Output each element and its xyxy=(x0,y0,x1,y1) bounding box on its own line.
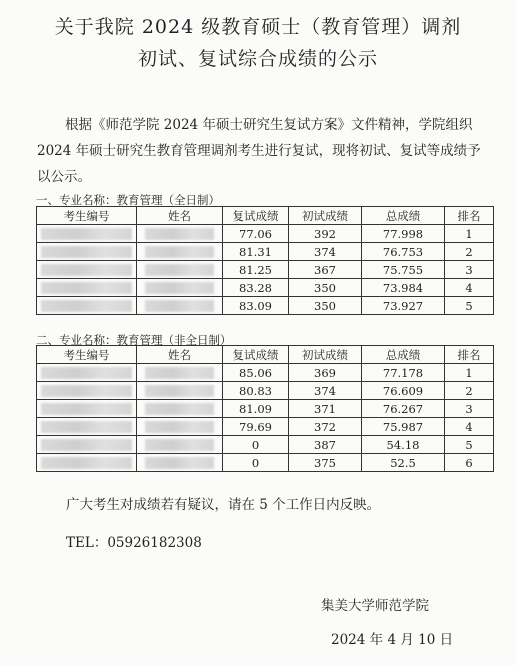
column-header: 总成绩 xyxy=(362,207,445,225)
column-header: 排名 xyxy=(445,346,494,364)
retest-score-cell: 83.09 xyxy=(223,297,289,315)
total-score-cell: 75.755 xyxy=(362,261,445,279)
rank-cell: 5 xyxy=(445,297,494,315)
rank-cell: 5 xyxy=(445,436,494,454)
table-row xyxy=(37,279,494,297)
retest-score-cell: 0 xyxy=(223,436,289,454)
redacted-name xyxy=(137,261,223,279)
section1-heading: 一、专业名称：教育管理（全日制） xyxy=(36,193,220,207)
table-row xyxy=(37,297,494,315)
table-header-row xyxy=(37,207,494,225)
redacted-name xyxy=(137,364,223,382)
initial-score-cell: 371 xyxy=(289,400,362,418)
table-row xyxy=(37,418,494,436)
notice-date: 2024 年 4 月 10 日 xyxy=(331,632,454,648)
redacted-name xyxy=(137,454,223,472)
retest-score-cell: 77.06 xyxy=(223,225,289,243)
retest-score-cell: 80.83 xyxy=(223,382,289,400)
table-row xyxy=(37,454,494,472)
paragraph-text: 根据《师范学院 2024 年硕士研究生复试方案》文件精神，学院组织 2024 年硕士研究生教育管理调剂考生进行复试，现将初试、复试等成绩予以公示。 xyxy=(37,117,481,185)
redacted-name xyxy=(137,297,223,315)
redacted-candidate-id xyxy=(37,382,137,400)
redacted-candidate-id xyxy=(37,243,137,261)
initial-score-cell: 369 xyxy=(289,364,362,382)
rank-cell: 4 xyxy=(445,418,494,436)
redacted-name xyxy=(137,418,223,436)
retest-score-cell: 0 xyxy=(223,454,289,472)
redacted-name xyxy=(137,400,223,418)
table-body xyxy=(37,364,494,472)
redacted-candidate-id xyxy=(37,454,137,472)
column-header: 姓名 xyxy=(137,207,223,225)
column-header: 初试成绩 xyxy=(289,207,362,225)
table-row xyxy=(37,364,494,382)
column-header: 考生编号 xyxy=(37,207,137,225)
notice-title-line2: 初试、复试综合成绩的公示 xyxy=(137,48,378,70)
total-score-cell: 77.998 xyxy=(362,225,445,243)
initial-score-cell: 372 xyxy=(289,418,362,436)
redacted-candidate-id xyxy=(37,364,137,382)
redacted-name xyxy=(137,436,223,454)
redacted-candidate-id xyxy=(37,225,137,243)
contact-phone: TEL：05926182308 xyxy=(66,535,202,551)
parttime-score-table xyxy=(36,345,494,472)
retest-score-cell: 83.28 xyxy=(223,279,289,297)
total-score-cell: 73.927 xyxy=(362,297,445,315)
table-row xyxy=(37,225,494,243)
notice-title-line1: 关于我院 2024 级教育硕士（教育管理）调剂 xyxy=(54,16,462,38)
retest-score-cell: 85.06 xyxy=(223,364,289,382)
table-row xyxy=(37,400,494,418)
total-score-cell: 54.18 xyxy=(362,436,445,454)
organization-signature: 集美大学师范学院 xyxy=(321,598,429,614)
retest-score-cell: 81.31 xyxy=(223,243,289,261)
rank-cell: 3 xyxy=(445,261,494,279)
column-header: 姓名 xyxy=(137,346,223,364)
total-score-cell: 76.609 xyxy=(362,382,445,400)
redacted-name xyxy=(137,243,223,261)
redacted-candidate-id xyxy=(37,261,137,279)
redacted-candidate-id xyxy=(37,297,137,315)
rank-cell: 6 xyxy=(445,454,494,472)
table-header-row xyxy=(37,346,494,364)
redacted-name xyxy=(137,279,223,297)
redacted-name xyxy=(137,382,223,400)
table-body xyxy=(37,225,494,315)
table-row xyxy=(37,243,494,261)
initial-score-cell: 374 xyxy=(289,382,362,400)
initial-score-cell: 367 xyxy=(289,261,362,279)
column-header: 总成绩 xyxy=(362,346,445,364)
redacted-candidate-id xyxy=(37,279,137,297)
total-score-cell: 73.984 xyxy=(362,279,445,297)
column-header: 排名 xyxy=(445,207,494,225)
table-row xyxy=(37,261,494,279)
redacted-name xyxy=(137,225,223,243)
rank-cell: 3 xyxy=(445,400,494,418)
total-score-cell: 77.178 xyxy=(362,364,445,382)
rank-cell: 2 xyxy=(445,382,494,400)
retest-score-cell: 81.25 xyxy=(223,261,289,279)
total-score-cell: 52.5 xyxy=(362,454,445,472)
table-row xyxy=(37,382,494,400)
column-header: 复试成绩 xyxy=(223,207,289,225)
retest-score-cell: 81.09 xyxy=(223,400,289,418)
column-header: 初试成绩 xyxy=(289,346,362,364)
rank-cell: 4 xyxy=(445,279,494,297)
initial-score-cell: 350 xyxy=(289,297,362,315)
initial-score-cell: 350 xyxy=(289,279,362,297)
initial-score-cell: 392 xyxy=(289,225,362,243)
redacted-candidate-id xyxy=(37,436,137,454)
notice-paragraph xyxy=(37,112,489,190)
rank-cell: 1 xyxy=(445,364,494,382)
total-score-cell: 75.987 xyxy=(362,418,445,436)
retest-score-cell: 79.69 xyxy=(223,418,289,436)
initial-score-cell: 387 xyxy=(289,436,362,454)
table-row xyxy=(37,436,494,454)
total-score-cell: 76.267 xyxy=(362,400,445,418)
column-header: 考生编号 xyxy=(37,346,137,364)
initial-score-cell: 374 xyxy=(289,243,362,261)
initial-score-cell: 375 xyxy=(289,454,362,472)
section2-heading: 二、专业名称：教育管理（非全日制） xyxy=(36,333,232,347)
total-score-cell: 76.753 xyxy=(362,243,445,261)
redacted-candidate-id xyxy=(37,418,137,436)
column-header: 复试成绩 xyxy=(223,346,289,364)
redacted-candidate-id xyxy=(37,400,137,418)
rank-cell: 1 xyxy=(445,225,494,243)
objection-note: 广大考生对成绩若有疑议，请在 5 个工作日内反映。 xyxy=(66,497,381,513)
rank-cell: 2 xyxy=(445,243,494,261)
fulltime-score-table xyxy=(36,206,494,315)
